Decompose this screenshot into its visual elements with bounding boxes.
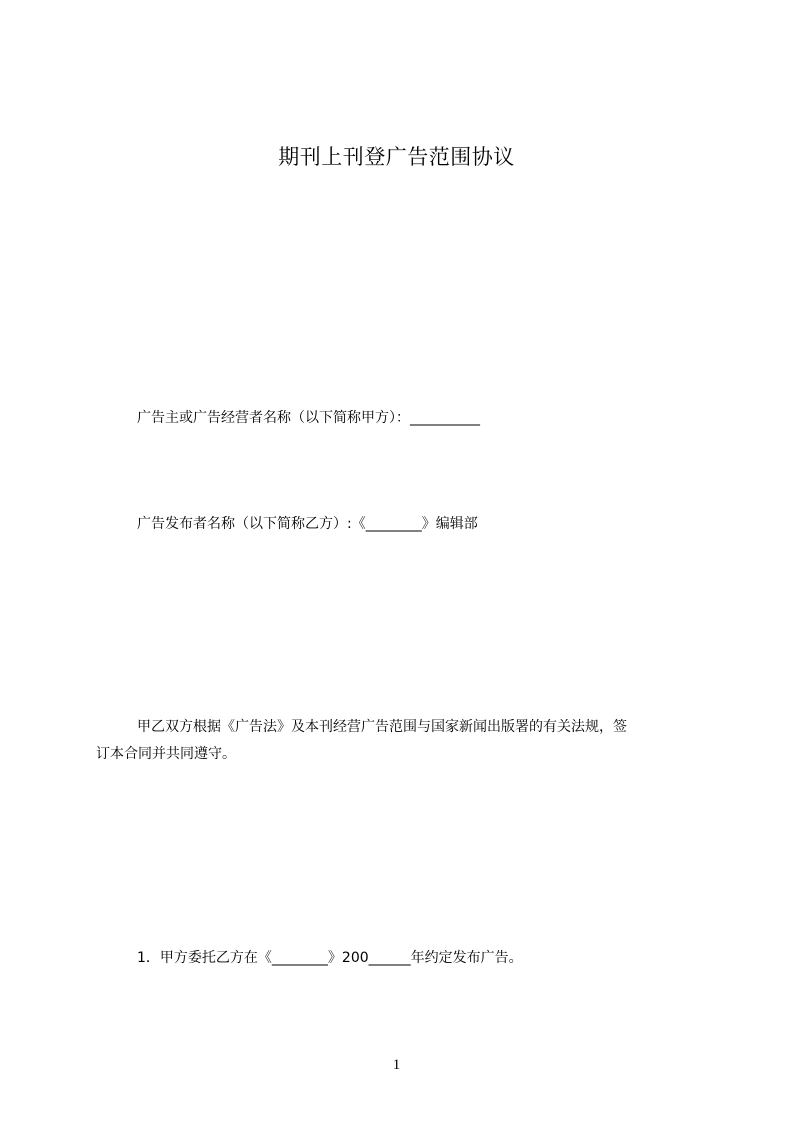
agreement-basis-line-2: 订本合同并共同遵守。 <box>96 746 236 762</box>
advertiser-name-line: 广告主或广告经营者名称（以下简称甲方）：__________ <box>137 410 480 426</box>
page-number: 1 <box>392 1057 401 1073</box>
agreement-basis-line-1: 甲乙双方根据《广告法》及本刊经营广告范围与国家新闻出版署的有关法规，签 <box>137 719 627 735</box>
document-title: 期刊上刊登广告范围协议 <box>278 145 515 169</box>
publisher-name-line: 广告发布者名称（以下简称乙方）:《________》编辑部 <box>137 516 478 532</box>
clause-1: 1．甲方委托乙方在《________》200______年约定发布广告。 <box>137 950 523 966</box>
